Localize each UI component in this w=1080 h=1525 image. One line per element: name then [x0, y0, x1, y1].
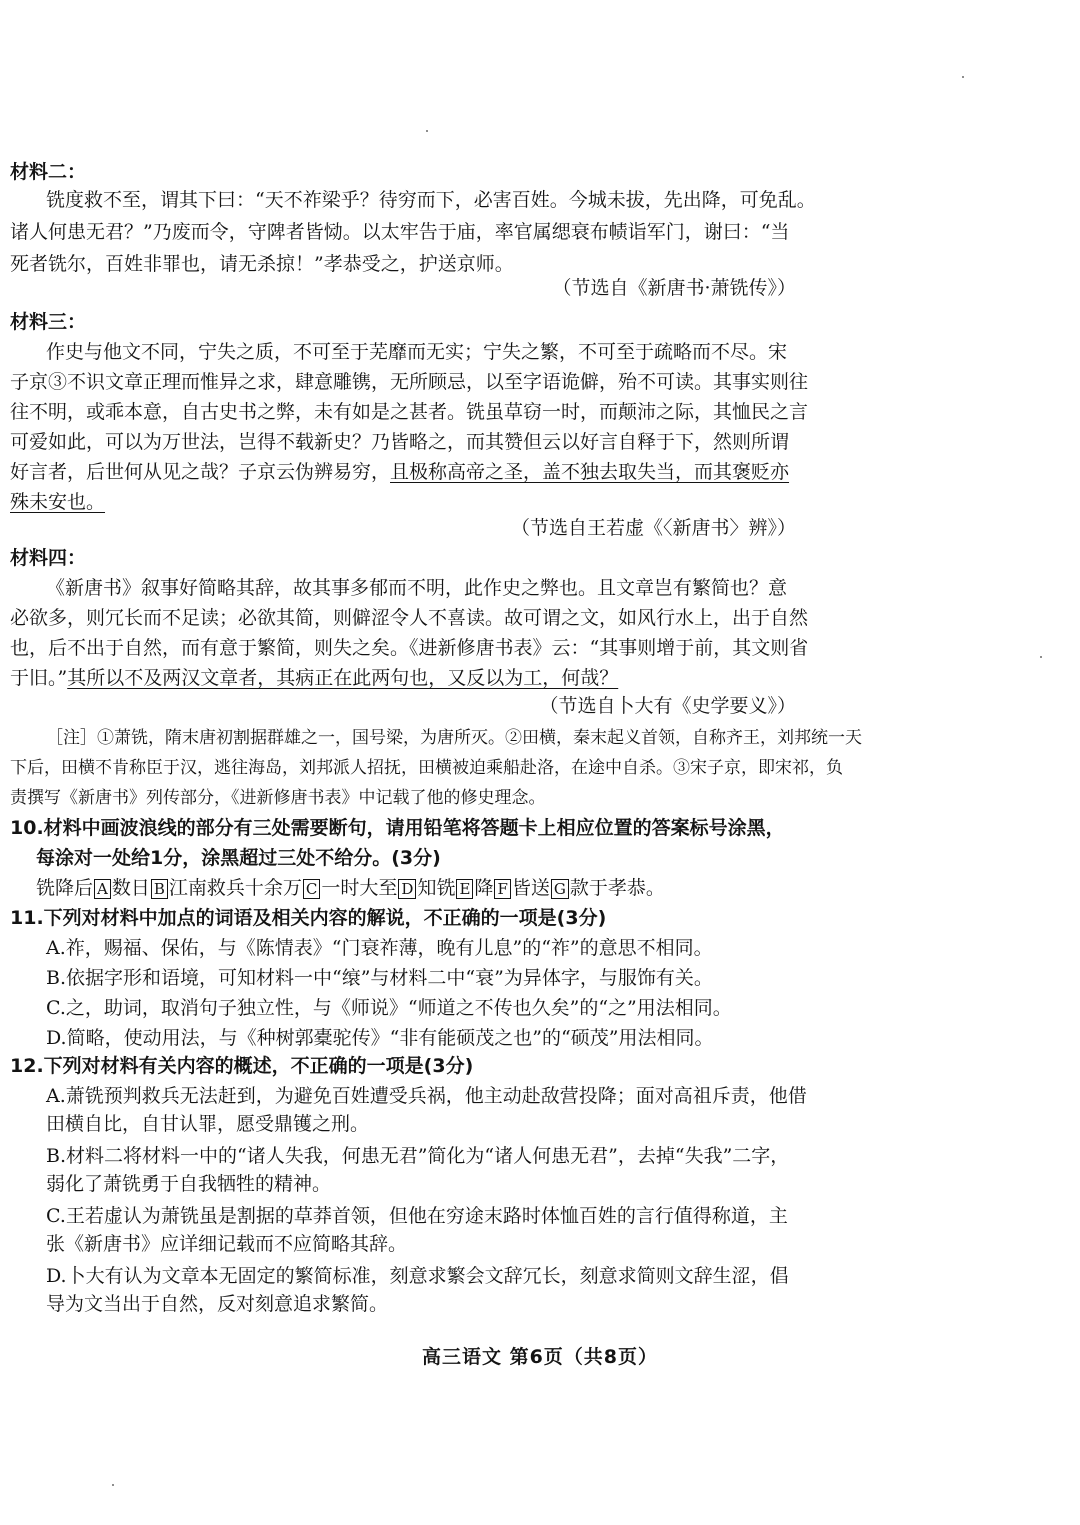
note-line: 责撰写《新唐书》列传部分，《进新修唐书表》中记载了他的修史理念。 — [10, 788, 546, 808]
material3-line-plain: 好言者，后世何从见之哉？子京云伪辨易穷， — [10, 461, 391, 483]
answer-marker-c[interactable]: C — [303, 879, 320, 899]
q11-option-a[interactable]: A.祚，赐福、保佑，与《陈情表》“门衰祚薄，晚有儿息”的“祚”的意思不相同。 — [46, 937, 713, 959]
material3-source: （节选自王若虚《〈新唐书〉辨》） — [510, 517, 796, 539]
answer-marker-e[interactable]: E — [456, 879, 473, 899]
q12-option-b[interactable]: B.材料二将材料一中的“诸人失我，何患无君”简化为“诸人何患无君”，去掉“失我”二字， — [46, 1145, 790, 1167]
q10-sentence — [36, 876, 800, 900]
q11-option-c[interactable]: C.之，助词，取消句子独立性，与《师说》“师道之不传也久矣”的“之”用法相同。 — [46, 997, 732, 1019]
q10-segment: 知铣 — [417, 877, 456, 899]
material3-line: 可爱如此，可以为万世法，岂得不载新史？乃皆略之，而其赞但云以好言自释于下，然则所谓 — [10, 431, 790, 453]
q12-stem: 12.下列对材料有关内容的概述，不正确的一项是(3分) — [10, 1055, 474, 1077]
page-footer: 高三语文 第6页（共8页） — [421, 1346, 659, 1368]
material2-heading: 材料二： — [10, 161, 87, 183]
q12-option-a-cont: 田横自比，自甘认罪，愿受鼎镬之刑。 — [46, 1113, 370, 1135]
material4-underlined-text: 其所以不及两汉文章者，其病正在此两句也，又反以为工，何哉？ — [67, 667, 619, 689]
q11-option-b[interactable]: B.依据字形和语境，可知材料一中“缞”与材料二中“衰”为异体字，与服饰有关。 — [46, 967, 713, 989]
material3-line — [10, 460, 800, 484]
answer-marker-f[interactable]: F — [494, 879, 510, 899]
material4-line — [10, 666, 800, 690]
q12-option-d-cont: 导为文当出于自然，反对刻意追求繁简。 — [46, 1293, 389, 1315]
q10-segment: 皆送 — [511, 877, 550, 899]
material4-line: 必欲多，则冗长而不足读；必欲其简，则僻涩令人不喜读。故可谓之文，如风行水上，出于自然 — [10, 607, 809, 629]
material3-line: 往不明，或乖本意，自古史书之弊，未有如是之甚者。铣虽草窃一时，而颠沛之际，其恤民之言 — [10, 401, 809, 423]
q10-stem: 10.材料中画波浪线的部分有三处需要断句，请用铅笔将答题卡上相应位置的答案标号涂黑， — [10, 817, 785, 839]
material4-line: 《新唐书》叙事好简略其辞，故其事多郁而不明，此作史之弊也。且文章岂有繁简也？意 — [46, 577, 788, 599]
material2-line: 铣度救不至，谓其下曰：“天不祚梁乎？待穷而下，必害百姓。今城未拔，先出降，可免乱。 — [46, 189, 816, 211]
answer-marker-a[interactable]: A — [94, 879, 111, 899]
material2-line: 死者铣尔，百姓非罪也，请无杀掠！”孝恭受之，护送京师。 — [10, 253, 514, 275]
q12-option-d[interactable]: D.卜大有认为文章本无固定的繁简标准，刻意求繁会文辞冗长，刻意求简则文辞生涩，倡 — [46, 1265, 789, 1287]
material4-line: 也，后不出于自然，而有意于繁简，则失之矣。《进新修唐书表》云：“其事则增于前，其文则省 — [10, 637, 809, 659]
material3-underlined-text: 殊未安也。 — [10, 491, 106, 513]
scan-speck — [1040, 656, 1042, 658]
material3-underlined-text: 且极称高帝之圣，盖不独去取失当，而其褒贬亦 — [390, 461, 790, 483]
q12-option-c[interactable]: C.王若虚认为萧铣虽是割据的草莽首领，但他在穷途末路时体恤百姓的言行值得称道，主 — [46, 1205, 788, 1227]
q10-segment: 款于孝恭。 — [569, 877, 665, 899]
q11-stem: 11.下列对材料中加点的词语及相关内容的解说，不正确的一项是(3分) — [10, 907, 607, 929]
note-line: ［注］①萧铣，隋末唐初割据群雄之一，国号梁，为唐所灭。②田横，秦末起义首领，自称齐王，刘邦统一天 — [46, 728, 862, 748]
material4-source: （节选自卜大有《史学要义》） — [539, 695, 796, 717]
q12-option-b-cont: 弱化了萧铣勇于自我牺牲的精神。 — [46, 1173, 332, 1195]
material4-heading: 材料四： — [10, 547, 87, 569]
material3-heading: 材料三： — [10, 311, 87, 333]
q10-segment: 数日 — [111, 877, 150, 899]
material3-line: 子京③不识文章正理而惟异之求，肆意雕镌，无所顾忌，以至字语诡僻，殆不可读。其事实则往 — [10, 371, 809, 393]
q10-segment: 江南救兵十余万 — [168, 877, 302, 899]
material4-line-plain: 于旧。” — [10, 667, 68, 689]
q10-stem: 每涂对一处给1分，涂黑超过三处不给分。(3分) — [36, 847, 441, 869]
scan-speck — [112, 1484, 114, 1486]
note-line: 下后，田横不肯称臣于汉，逃往海岛，刘邦派人招抚，田横被迫乘船赴洛，在途中自杀。③宋子京，即宋祁，负 — [10, 758, 843, 778]
answer-marker-b[interactable]: B — [151, 879, 168, 899]
material2-line: 诸人何患无君？”乃废而令，守陴者皆恸。以太牢告于庙，率官属缌衰布帻诣军门，谢曰：“当 — [10, 221, 790, 243]
q10-segment: 一时大至 — [321, 877, 398, 899]
q11-option-d[interactable]: D.简略，使动用法，与《种树郭橐驼传》“非有能硕茂之也”的“硕茂”用法相同。 — [46, 1027, 714, 1049]
q10-segment: 降 — [474, 877, 494, 899]
q10-segment: 铣降后 — [36, 877, 94, 899]
q12-option-a[interactable]: A.萧铣预判救兵无法赶到，为避免百姓遭受兵祸，他主动赴敌营投降；面对高祖斥责，他借 — [46, 1085, 807, 1107]
scan-speck — [962, 76, 964, 78]
q12-option-c-cont: 张《新唐书》应详细记载而不应简略其辞。 — [46, 1233, 408, 1255]
material2-source: （节选自《新唐书·萧铣传》） — [552, 277, 796, 299]
answer-marker-d[interactable]: D — [398, 879, 416, 899]
material3-line — [10, 490, 800, 514]
answer-marker-g[interactable]: G — [551, 879, 569, 899]
material3-line: 作史与他文不同，宁失之质，不可至于芜靡而无实；宁失之繁，不可至于疏略而不尽。宋 — [46, 341, 788, 363]
scan-speck — [426, 130, 428, 132]
